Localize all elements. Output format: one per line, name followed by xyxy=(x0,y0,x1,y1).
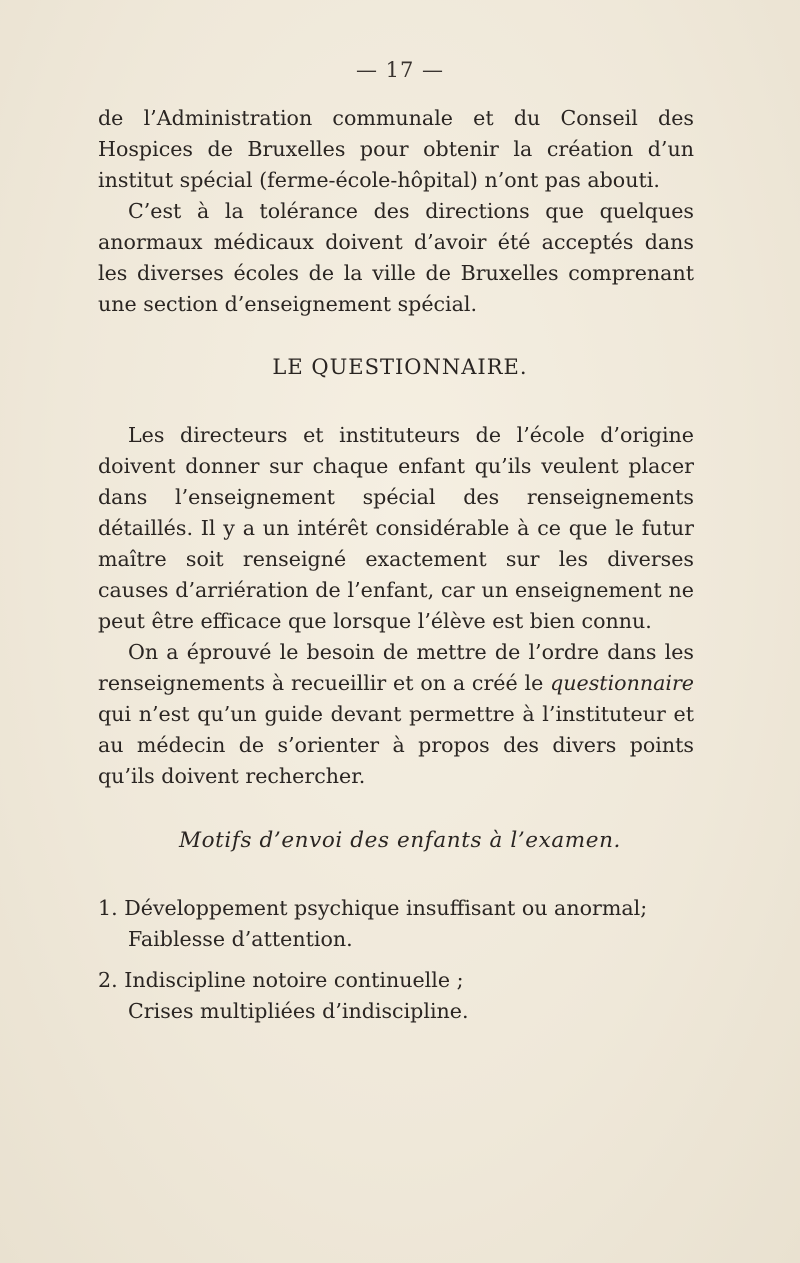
motifs-heading: Motifs d’envoi des enfants à l’examen. xyxy=(179,828,621,853)
list-item-line-2: Crises multipliées d’indiscipline. xyxy=(128,999,469,1023)
questionnaire-paragraph-2-end: qui n’est qu’un guide devant permettre à l’instituteur et au médecin de s’orienter à propos des divers points qu’ils doivent rechercher. xyxy=(98,702,694,788)
list-item-line-2: Faiblesse d’attention. xyxy=(128,927,353,951)
page-number: — 17 — xyxy=(355,58,445,82)
list-item xyxy=(98,893,694,955)
list-item-marker: 1. xyxy=(98,896,118,920)
list-item-line-1: Indiscipline notoire continuelle ; xyxy=(124,968,464,992)
motifs-list xyxy=(98,893,694,1027)
questionnaire-section xyxy=(98,420,694,792)
list-item-line-1: Développement psychique insuffisant ou anormal; xyxy=(124,896,648,920)
intro-paragraph-2: C’est à la tolérance des directions que quelques anormaux médicaux doivent d’avoir été acceptés dans les diverses écoles de la ville de Bruxelles comprenant une section d’enseignement spécial. xyxy=(98,199,694,316)
questionnaire-term: questionnaire xyxy=(550,671,694,695)
questionnaire-paragraph-1: Les directeurs et instituteurs de l’école d’origine doivent donner sur chaque enfant qu’ils veulent placer dans l’enseignement spécial des renseignements détaillés. Il y a un intérêt considérable à ce que le futur maître soit renseigné exactement sur les diverses causes d’arriération de l’enfant, car un enseignement ne peut être efficace que lorsque l’élève est bien connu. xyxy=(98,423,694,633)
list-item xyxy=(98,965,694,1027)
list-item-marker: 2. xyxy=(98,968,118,992)
intro-section xyxy=(98,103,694,320)
questionnaire-heading: LE QUESTIONNAIRE. xyxy=(272,355,528,379)
questionnaire-paragraph-2 xyxy=(98,637,694,792)
intro-paragraph-1: de l’Administration communale et du Conseil des Hospices de Bruxelles pour obtenir la création d’un institut spécial (ferme-école-hôpital) n’ont pas abouti. xyxy=(98,106,694,192)
questionnaire-paragraph-2-start: On a éprouvé le besoin de mettre de l’ordre dans les renseignements à recueillir et on a créé le xyxy=(98,640,694,695)
